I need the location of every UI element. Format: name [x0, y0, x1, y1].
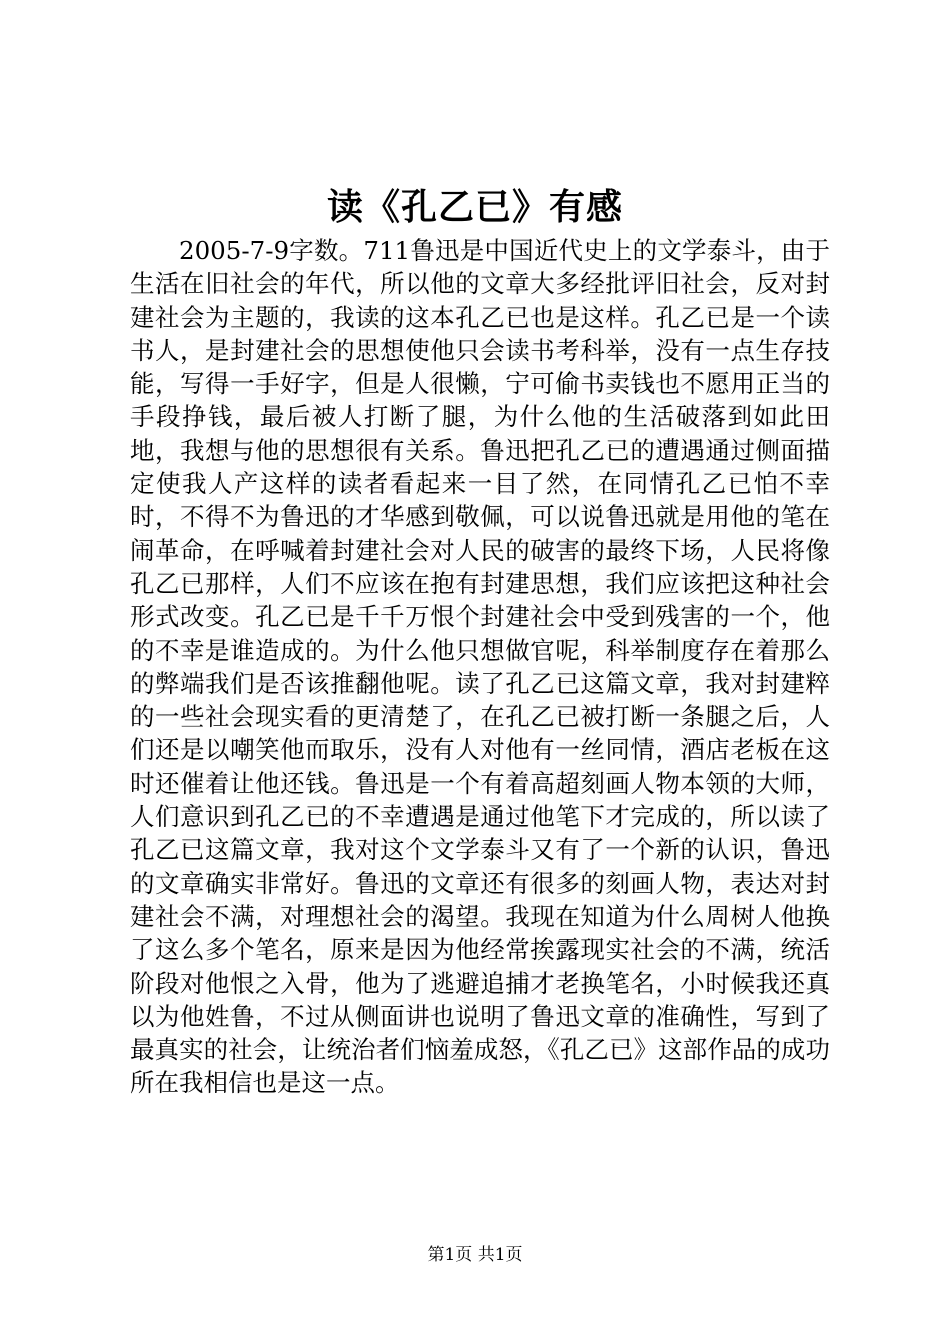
document-title: 读《孔乙已》有感	[326, 186, 623, 228]
document-body: 2005-7-9字数。711鲁迅是中国近代史上的文学泰斗，由于生活在旧社会的年代，所以他的文章大多经批评旧社会，反对封建社会为主题的，我读的这本孔乙已也是这样。孔乙已是一个读书人，是封建社会的思想使他只会读书考科举，没有一点生存技能，写得一手好字，但是人很懒，宁可偷书卖钱也不愿用正当的手段挣钱，最后被人打断了腿，为什么他的生活破落到如此田地，我想与他的思想很有关系。鲁迅把孔乙已的遭遇通过侧面描定使我人产这样的读者看起来一目了然，在同情孔乙已怕不幸时，不得不为鲁迅的才华感到敬佩，可以说鲁迅就是用他的笔在闹革命，在呼喊着封建社会对人民的破害的最终下场，人民将像孔乙已那样，人们不应该在抱有封建思想，我们应该把这种社会形式改变。孔乙已是千千万恨个封建社会中受到残害的一个，他的不幸是谁造成的。为什么他只想做官呢，科举制度存在着那么的弊端我们是否该推翻他呢。读了孔乙已这篇文章，我对封建粹的一些社会现实看的更清楚了，在孔乙已被打断一条腿之后，人们还是以嘲笑他而取乐，没有人对他有一丝同情，酒店老板在这时还催着让他还钱。鲁迅是一个有着高超刻画人物本领的大师，人们意识到孔乙已的不幸遭遇是通过他笔下才完成的，所以读了孔乙已这篇文章，我对这个文学泰斗又有了一个新的认识，鲁迅的文章确实非常好。鲁迅的文章还有很多的刻画人物，表达对封建社会不满，对理想社会的渴望。我现在知道为什么周树人他换了这么多个笔名，原来是因为他经常挨露现实社会的不满，统活阶段对他恨之入骨，他为了逃避追捕才老换笔名，小时候我还真以为他姓鲁，不过从侧面讲也说明了鲁迅文章的准确性，写到了最真实的社会，让统治者们恼羞成怒，《孔乙已》这部作品的成功所在我相信也是这一点。	[130, 236, 830, 1098]
page-footer: 第1页 共1页	[427, 1245, 523, 1265]
